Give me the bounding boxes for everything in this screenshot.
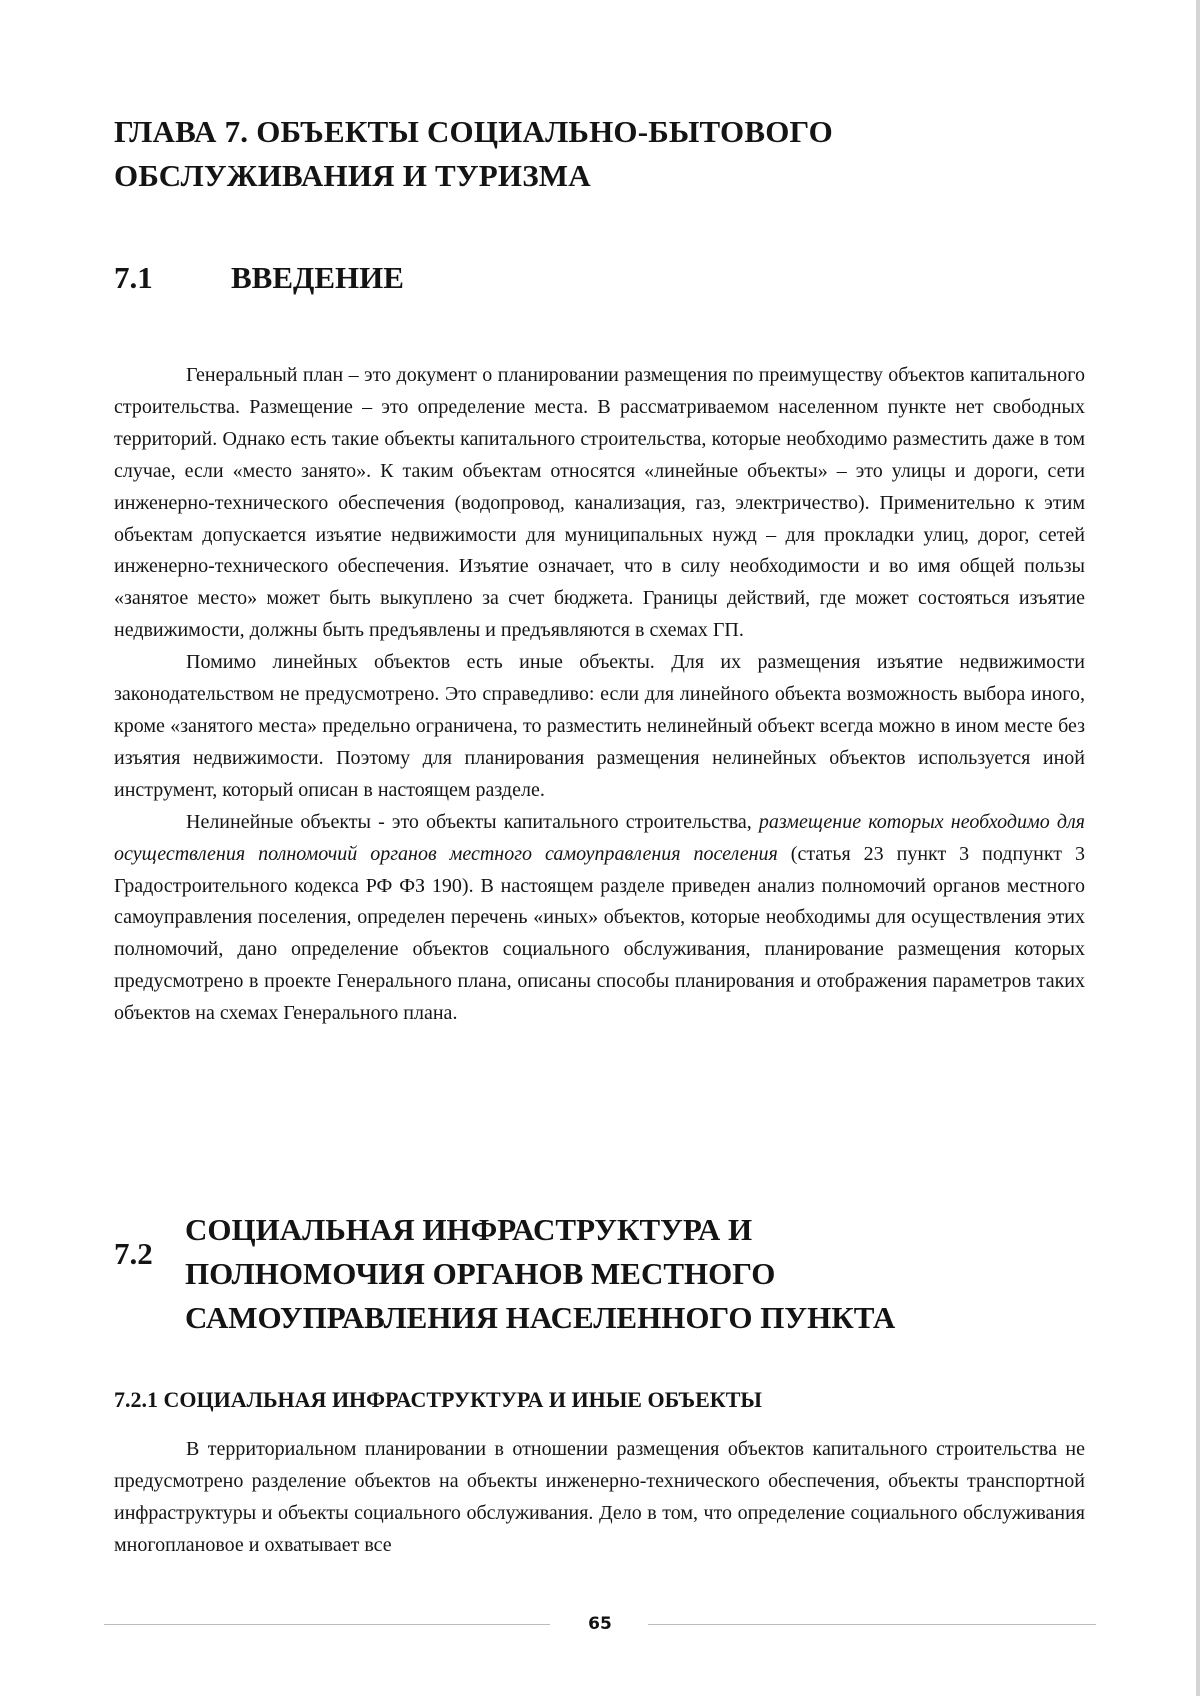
intro-paragraph-1: Генеральный план – это документ о планировании размещения по преимуществу объектов капитального строительства. Размещение – это определение места. В рассматриваемом населенном пункте нет свободных территорий. Однако есть такие объекты капитального строительства, которые необходимо разместить даже в том случае, если «место занято». К таким объектам относятся «линейные объекты» – это улицы и дороги, сети инженерно-технического обеспечения (водопровод, канализация, газ, электричество). Применительно к этим объектам допускается изъятие недвижимости для муниципальных нужд – для прокладки улиц, дорог, сетей инженерно-технического обеспечения. Изъятие означает, что в силу необходимости и во имя общей пользы «занятое место» может быть выкуплено за счет бюджета. Границы действий, где может состояться изъятие недвижимости, должны быть предъявлены и предъявляются в схемах ГП. bbox=[114, 364, 1085, 642]
page-edge-shadow bbox=[1196, 0, 1200, 1696]
chapter-title-line-1: ГЛАВА 7. ОБЪЕКТЫ СОЦИАЛЬНО-БЫТОВОГО bbox=[114, 114, 833, 149]
section-7-2-1-paragraph: В территориальном планировании в отношении размещения объектов капитального строительства не предусмотрено разделение объектов на объекты инженерно-технического обеспечения, объекты транспортной инфраструктуры и объекты социального обслуживания. Дело в том, что определение социального обслуживания многоплановое и охватывает все bbox=[114, 1438, 1085, 1556]
section-7-2-number: 7.2 bbox=[114, 1236, 153, 1271]
footer-divider-left bbox=[104, 1624, 550, 1625]
footer-divider-right bbox=[648, 1624, 1096, 1625]
chapter-title-line-2: ОБСЛУЖИВАНИЯ И ТУРИЗМА bbox=[114, 158, 591, 193]
section-7-2-heading bbox=[114, 1208, 1094, 1340]
intro-paragraph-2: Помимо линейных объектов есть иные объекты. Для их размещения изъятие недвижимости законодательством не предусмотрено. Это справедливо: если для линейного объекта возможность выбора иного, кроме «занятого места» предельно ограничена, то разместить нелинейный объект всегда можно в ином месте без изъятия недвижимости. Поэтому для планирования размещения нелинейных объектов используется иной инструмент, который описан в настоящем разделе. bbox=[114, 651, 1085, 801]
chapter-title bbox=[114, 110, 1114, 198]
section-7-2-1-heading: 7.2.1 СОЦИАЛЬНАЯ ИНФРАСТРУКТУРА И ИНЫЕ ОБЪЕКТЫ bbox=[114, 1387, 763, 1412]
intro-paragraph-3-italic: размещение которых необходимо для осуществления полномочий органов местного самоуправления поселения bbox=[114, 810, 1085, 865]
intro-paragraph-3 bbox=[114, 807, 1085, 1030]
section-7-2-title-line-1: СОЦИАЛЬНАЯ ИНФРАСТРУКТУРА И bbox=[185, 1212, 753, 1247]
intro-paragraph-3-end: (статья 23 пункт 3 подпункт 3 Градостроительного кодекса РФ ФЗ 190). В настоящем разделе приведен анализ полномочий органов местного самоуправления поселения, определен перечень «иных» объектов, которые необходимы для осуществления этих полномочий, дано определение объектов социального обслуживания, планирование размещения которых предусмотрено в проекте Генерального плана, описаны способы планирования и отображения параметров таких объектов на схемах Генерального плана. bbox=[114, 842, 1085, 1025]
page-number: 65 bbox=[588, 1614, 612, 1634]
section-7-1-title: ВВЕДЕНИЕ bbox=[231, 260, 404, 295]
section-7-1-body bbox=[114, 360, 1085, 1030]
section-7-1-heading bbox=[114, 256, 404, 300]
section-7-2-title bbox=[185, 1208, 1094, 1340]
section-7-1-number: 7.1 bbox=[114, 260, 153, 295]
section-7-2-1-body bbox=[114, 1434, 1085, 1562]
intro-paragraph-3-start: Нелинейные объекты - это объекты капитального строительства, bbox=[186, 810, 759, 833]
section-7-2-title-line-3: САМОУПРАВЛЕНИЯ НАСЕЛЕННОГО ПУНКТА bbox=[185, 1300, 896, 1335]
section-7-2-title-line-2: ПОЛНОМОЧИЯ ОРГАНОВ МЕСТНОГО bbox=[185, 1256, 776, 1291]
